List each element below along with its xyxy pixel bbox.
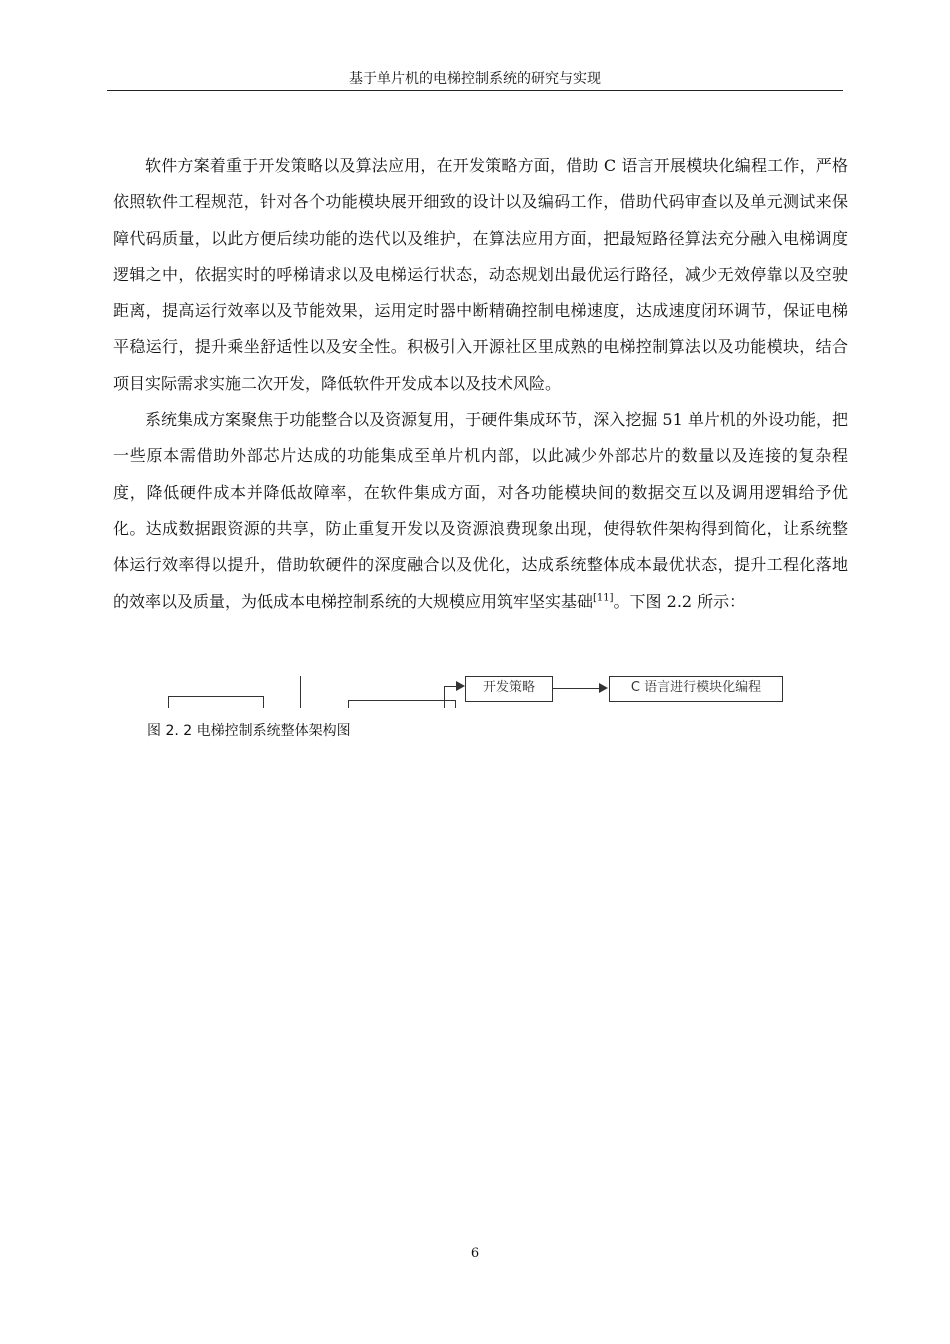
citation: [11] (593, 592, 614, 604)
diagram-box-middle (348, 700, 456, 708)
diagram-branch-vertical (444, 686, 445, 708)
paragraph-system-integration-tail: 。下图 2.2 所示： (613, 591, 746, 611)
diagram-arrow-2 (599, 683, 608, 693)
page-number: 6 (470, 1246, 480, 1261)
figure-caption: 图 2. 2 电梯控制系统整体架构图 (147, 723, 351, 739)
diagram-box-left (168, 696, 264, 708)
diagram-arrow-1 (456, 681, 465, 691)
diagram-arrow-line-2 (553, 688, 601, 689)
architecture-diagram (150, 672, 800, 708)
running-header: 基于单片机的电梯控制系统的研究与实现 (349, 71, 601, 87)
node-dev-strategy: 开发策略 (465, 676, 553, 702)
paragraph-system-integration-text: 系统集成方案聚焦于功能整合以及资源复用，于硬件集成环节，深入挖掘 51 单片机的外设功能，把一些原本需借助外部芯片达成的功能集成至单片机内部，以此减少外部芯片的数量以及连接的复杂程度，降低硬件成本并降低故障率，在软件集成方面，对各功能模块间的数据交互以及调用逻辑给予优化。达成数据跟资源的共享，防止重复开发以及资源浪费现象出现，使得软件架构得到简化，让系统整体运行效率得以提升，借助软硬件的深度融合以及优化，达成系统整体成本最优状态，提升工程化落地的效率以及质量，为低成本电梯控制系统的大规模应用筑牢坚实基础 (113, 410, 848, 611)
node-c-modular-programming: C 语言进行模块化编程 (609, 676, 783, 702)
paragraph-system-integration (113, 402, 848, 620)
diagram-connector-vertical (300, 676, 301, 708)
body-text (113, 148, 848, 620)
paragraph-software-plan: 软件方案着重于开发策略以及算法应用，在开发策略方面，借助 C 语言开展模块化编程工作，严格依照软件工程规范，针对各个功能模块展开细致的设计以及编码工作，借助代码审查以及单元测试来保障代码质量，以此方便后续功能的迭代以及维护，在算法应用方面，把最短路径算法充分融入电梯调度逻辑之中，依据实时的呼梯请求以及电梯运行状态，动态规划出最优运行路径，减少无效停靠以及空驶距离，提高运行效率以及节能效果，运用定时器中断精确控制电梯速度，达成速度闭环调节，保证电梯平稳运行，提升乘坐舒适性以及安全性。积极引入开源社区里成熟的电梯控制算法以及功能模块，结合项目实际需求实施二次开发，降低软件开发成本以及技术风险。 (113, 156, 848, 393)
header-rule (107, 90, 843, 91)
